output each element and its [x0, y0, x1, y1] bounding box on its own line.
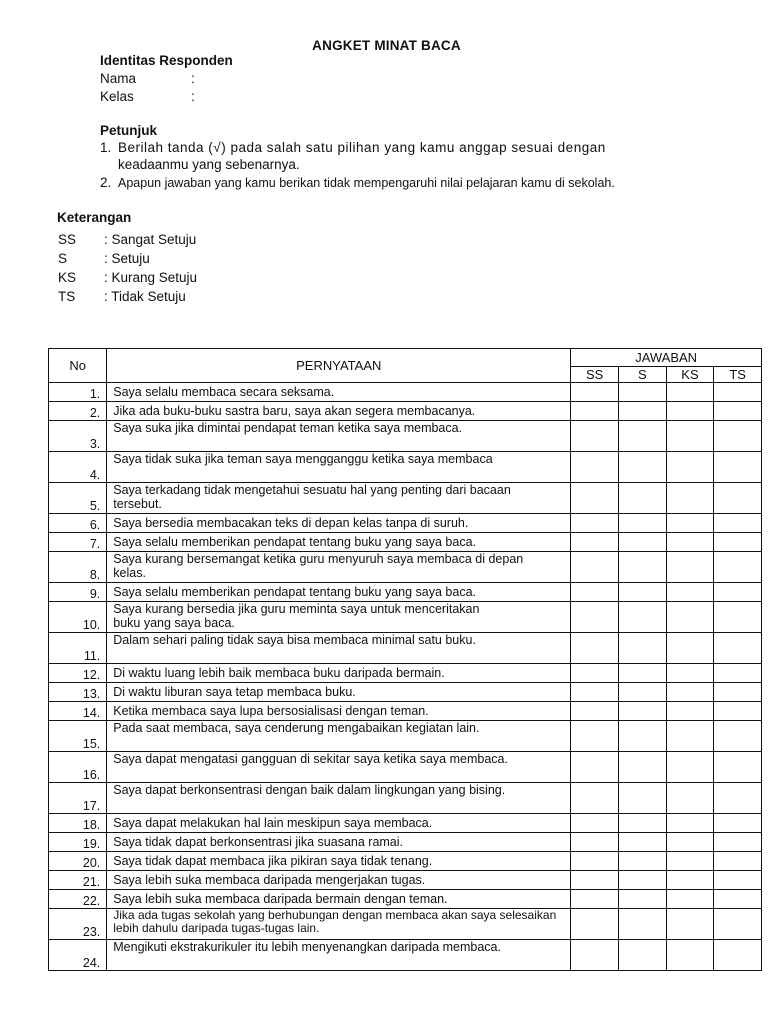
table-row — [49, 552, 762, 583]
row-statement: Saya tidak suka jika teman saya mengganggu ketika saya membaca — [107, 452, 571, 483]
table-row — [49, 452, 762, 483]
answer-cell-ts[interactable] — [714, 421, 762, 452]
answer-cell-ss[interactable] — [571, 909, 619, 940]
questionnaire-table — [48, 348, 762, 971]
answer-cell-s[interactable] — [618, 833, 666, 852]
answer-cell-ts[interactable] — [714, 552, 762, 583]
answer-cell-ts[interactable] — [714, 890, 762, 909]
row-number: 22. — [49, 890, 107, 909]
legend-desc: : Kurang Setuju — [104, 270, 198, 285]
answer-cell-s[interactable] — [618, 683, 666, 702]
row-number: 15. — [49, 721, 107, 752]
answer-cell-ts[interactable] — [714, 721, 762, 752]
table-row — [49, 890, 762, 909]
instruction-number: 1. — [100, 140, 112, 155]
row-number: 12. — [49, 664, 107, 683]
answer-cell-ks[interactable] — [666, 452, 714, 483]
answer-cell-ks[interactable] — [666, 633, 714, 664]
answer-cell-ks[interactable] — [666, 664, 714, 683]
answer-cell-ks[interactable] — [666, 783, 714, 814]
answer-cell-ks[interactable] — [666, 602, 714, 633]
answer-cell-s[interactable] — [618, 452, 666, 483]
class-colon: : — [191, 89, 195, 104]
table-row — [49, 483, 762, 514]
header-no: No — [49, 349, 107, 383]
row-statement: Saya selalu memberikan pendapat tentang buku yang saya baca. — [107, 533, 571, 552]
answer-cell-ts[interactable] — [714, 683, 762, 702]
row-number: 8. — [49, 552, 107, 583]
answer-cell-ks[interactable] — [666, 552, 714, 583]
row-number: 5. — [49, 483, 107, 514]
row-statement: Jika ada tugas sekolah yang berhubungan dengan membaca akan saya selesaikan lebih dahulu daripada tugas-tugas lain. — [107, 909, 571, 940]
row-statement: Saya dapat melakukan hal lain meskipun saya membaca. — [107, 814, 571, 833]
answer-cell-ts[interactable] — [714, 452, 762, 483]
row-statement: Saya bersedia membacakan teks di depan kelas tanpa di suruh. — [107, 514, 571, 533]
row-statement: Saya tidak dapat membaca jika pikiran saya tidak tenang. — [107, 852, 571, 871]
answer-cell-ks[interactable] — [666, 909, 714, 940]
answer-cell-ks[interactable] — [666, 721, 714, 752]
answer-cell-ss[interactable] — [571, 633, 619, 664]
answer-cell-ss[interactable] — [571, 664, 619, 683]
answer-cell-ts[interactable] — [714, 402, 762, 421]
legend-code: TS — [58, 289, 76, 304]
answer-cell-s[interactable] — [618, 633, 666, 664]
row-statement: Saya terkadang tidak mengetahui sesuatu hal yang penting dari bacaan tersebut. — [107, 483, 571, 514]
header-statement: PERNYATAAN — [107, 349, 571, 383]
instruction-2-text: Apapun jawaban yang kamu berikan tidak mempengaruhi nilai pelajaran kamu di sekolah. — [118, 176, 615, 190]
answer-cell-ss[interactable] — [571, 852, 619, 871]
legend-code: S — [58, 251, 68, 266]
row-number: 10. — [49, 602, 107, 633]
row-statement: Di waktu liburan saya tetap membaca buku. — [107, 683, 571, 702]
answer-cell-s[interactable] — [618, 421, 666, 452]
name-colon: : — [191, 71, 195, 86]
table-row — [49, 909, 762, 940]
answer-cell-s[interactable] — [618, 664, 666, 683]
legend-code: SS — [58, 232, 77, 247]
answer-cell-ks[interactable] — [666, 533, 714, 552]
answer-cell-ts[interactable] — [714, 752, 762, 783]
row-number: 7. — [49, 533, 107, 552]
answer-cell-ks[interactable] — [666, 814, 714, 833]
answer-cell-ts[interactable] — [714, 852, 762, 871]
table-row — [49, 633, 762, 664]
table-row — [49, 664, 762, 683]
name-label: Nama — [100, 71, 137, 86]
row-number: 2. — [49, 402, 107, 421]
row-number: 21. — [49, 871, 107, 890]
answer-cell-ts[interactable] — [714, 664, 762, 683]
answer-cell-ts[interactable] — [714, 940, 762, 971]
table-row — [49, 721, 762, 752]
answer-cell-ss[interactable] — [571, 514, 619, 533]
legend-desc: : Sangat Setuju — [104, 232, 197, 247]
instruction-1-line2: keadaanmu yang sebenarnya. — [118, 157, 300, 172]
answer-cell-ss[interactable] — [571, 602, 619, 633]
answer-cell-ss[interactable] — [571, 940, 619, 971]
answer-cell-ts[interactable] — [714, 533, 762, 552]
answer-cell-ts[interactable] — [714, 833, 762, 852]
answer-cell-s[interactable] — [618, 602, 666, 633]
page-title: ANGKET MINAT BACA — [312, 38, 461, 53]
table-row — [49, 514, 762, 533]
answer-cell-ss[interactable] — [571, 783, 619, 814]
answer-cell-ks[interactable] — [666, 890, 714, 909]
legend-heading: Keterangan — [57, 210, 132, 225]
row-statement: Saya kurang bersemangat ketika guru menyuruh saya membaca di depan kelas. — [107, 552, 571, 583]
row-number: 24. — [49, 940, 107, 971]
row-number: 1. — [49, 383, 107, 402]
row-number: 11. — [49, 633, 107, 664]
answer-cell-ss[interactable] — [571, 583, 619, 602]
answer-cell-ks[interactable] — [666, 940, 714, 971]
row-statement: Jika ada buku-buku sastra baru, saya akan segera membacanya. — [107, 402, 571, 421]
answer-cell-ss[interactable] — [571, 452, 619, 483]
table-row — [49, 533, 762, 552]
row-number: 18. — [49, 814, 107, 833]
table-row — [49, 940, 762, 971]
answer-cell-s[interactable] — [618, 552, 666, 583]
answer-cell-ss[interactable] — [571, 721, 619, 752]
answer-cell-ks[interactable] — [666, 514, 714, 533]
header-option-ss: SS — [571, 367, 619, 383]
row-statement: Saya selalu membaca secara seksama. — [107, 383, 571, 402]
table-row — [49, 383, 762, 402]
answer-cell-ss[interactable] — [571, 533, 619, 552]
answer-cell-s[interactable] — [618, 514, 666, 533]
answer-cell-s[interactable] — [618, 909, 666, 940]
table-row — [49, 814, 762, 833]
row-number: 17. — [49, 783, 107, 814]
row-number: 16. — [49, 752, 107, 783]
table-row — [49, 402, 762, 421]
answer-cell-ts[interactable] — [714, 483, 762, 514]
answer-cell-s[interactable] — [618, 402, 666, 421]
answer-cell-ss[interactable] — [571, 552, 619, 583]
answer-cell-ts[interactable] — [714, 514, 762, 533]
instructions-heading: Petunjuk — [100, 123, 158, 138]
row-number: 20. — [49, 852, 107, 871]
table-row — [49, 583, 762, 602]
answer-cell-ks[interactable] — [666, 683, 714, 702]
table-row — [49, 833, 762, 852]
answer-cell-ks[interactable] — [666, 833, 714, 852]
row-statement: Pada saat membaca, saya cenderung mengabaikan kegiatan lain. — [107, 721, 571, 752]
row-statement: Saya suka jika dimintai pendapat teman ketika saya membaca. — [107, 421, 571, 452]
legend-code: KS — [58, 270, 77, 285]
row-number: 19. — [49, 833, 107, 852]
answer-cell-s[interactable] — [618, 940, 666, 971]
answer-cell-ts[interactable] — [714, 383, 762, 402]
answer-cell-ks[interactable] — [666, 871, 714, 890]
answer-cell-ts[interactable] — [714, 633, 762, 664]
answer-cell-ts[interactable] — [714, 583, 762, 602]
answer-cell-ts[interactable] — [714, 909, 762, 940]
answer-cell-s[interactable] — [618, 890, 666, 909]
row-number: 4. — [49, 452, 107, 483]
instruction-1-line1: Berilah tanda (√) pada salah satu pilihan yang kamu anggap sesuai dengan — [118, 140, 606, 155]
answer-cell-s[interactable] — [618, 721, 666, 752]
row-number: 9. — [49, 583, 107, 602]
answer-cell-ts[interactable] — [714, 602, 762, 633]
answer-cell-ks[interactable] — [666, 383, 714, 402]
answer-cell-ks[interactable] — [666, 402, 714, 421]
answer-cell-ss[interactable] — [571, 683, 619, 702]
answer-cell-s[interactable] — [618, 783, 666, 814]
answer-cell-s[interactable] — [618, 702, 666, 721]
row-statement: Saya tidak dapat berkonsentrasi jika suasana ramai. — [107, 833, 571, 852]
header-option-s: S — [618, 367, 666, 383]
answer-cell-ks[interactable] — [666, 752, 714, 783]
answer-cell-s[interactable] — [618, 752, 666, 783]
row-number: 3. — [49, 421, 107, 452]
class-label: Kelas — [100, 89, 134, 104]
answer-cell-s[interactable] — [618, 852, 666, 871]
row-number: 23. — [49, 909, 107, 940]
header-option-ts: TS — [714, 367, 762, 383]
row-number: 13. — [49, 683, 107, 702]
answer-cell-ss[interactable] — [571, 833, 619, 852]
answer-cell-ss[interactable] — [571, 890, 619, 909]
table-row — [49, 871, 762, 890]
row-number: 6. — [49, 514, 107, 533]
answer-cell-ks[interactable] — [666, 583, 714, 602]
answer-cell-ss[interactable] — [571, 702, 619, 721]
answer-cell-s[interactable] — [618, 583, 666, 602]
identity-heading: Identitas Responden — [100, 53, 233, 68]
answer-cell-ks[interactable] — [666, 421, 714, 452]
answer-cell-ts[interactable] — [714, 702, 762, 721]
header-option-ks: KS — [666, 367, 714, 383]
answer-cell-ss[interactable] — [571, 752, 619, 783]
answer-cell-ss[interactable] — [571, 814, 619, 833]
answer-cell-s[interactable] — [618, 483, 666, 514]
row-statement: Saya kurang bersedia jika guru meminta saya untuk menceritakan buku yang saya baca. — [107, 602, 571, 633]
legend-desc: : Tidak Setuju — [104, 289, 186, 304]
answer-cell-s[interactable] — [618, 383, 666, 402]
table-row — [49, 683, 762, 702]
table-row — [49, 602, 762, 633]
answer-cell-ts[interactable] — [714, 814, 762, 833]
row-statement: Saya dapat berkonsentrasi dengan baik dalam lingkungan yang bising. — [107, 783, 571, 814]
answer-cell-s[interactable] — [618, 814, 666, 833]
answer-cell-ts[interactable] — [714, 871, 762, 890]
row-statement: Saya lebih suka membaca daripada bermain dengan teman. — [107, 890, 571, 909]
answer-cell-ks[interactable] — [666, 483, 714, 514]
row-statement: Di waktu luang lebih baik membaca buku daripada bermain. — [107, 664, 571, 683]
answer-cell-ss[interactable] — [571, 402, 619, 421]
answer-cell-ss[interactable] — [571, 421, 619, 452]
row-statement: Saya dapat mengatasi gangguan di sekitar saya ketika saya membaca. — [107, 752, 571, 783]
row-statement: Mengikuti ekstrakurikuler itu lebih menyenangkan daripada membaca. — [107, 940, 571, 971]
answer-cell-ts[interactable] — [714, 783, 762, 814]
row-statement: Saya lebih suka membaca daripada mengerjakan tugas. — [107, 871, 571, 890]
answer-cell-s[interactable] — [618, 871, 666, 890]
instruction-number: 2. — [100, 175, 112, 190]
answer-cell-ss[interactable] — [571, 871, 619, 890]
header-answer: JAWABAN — [571, 349, 762, 367]
answer-cell-s[interactable] — [618, 533, 666, 552]
row-statement: Dalam sehari paling tidak saya bisa membaca minimal satu buku. — [107, 633, 571, 664]
row-number: 14. — [49, 702, 107, 721]
row-statement: Ketika membaca saya lupa bersosialisasi dengan teman. — [107, 702, 571, 721]
legend-desc: : Setuju — [104, 251, 150, 266]
table-row — [49, 852, 762, 871]
table-row — [49, 783, 762, 814]
answer-cell-ss[interactable] — [571, 483, 619, 514]
answer-cell-ks[interactable] — [666, 702, 714, 721]
answer-cell-ss[interactable] — [571, 383, 619, 402]
row-statement: Saya selalu memberikan pendapat tentang buku yang saya baca. — [107, 583, 571, 602]
table-row — [49, 702, 762, 721]
table-row — [49, 421, 762, 452]
table-row — [49, 752, 762, 783]
answer-cell-ks[interactable] — [666, 852, 714, 871]
